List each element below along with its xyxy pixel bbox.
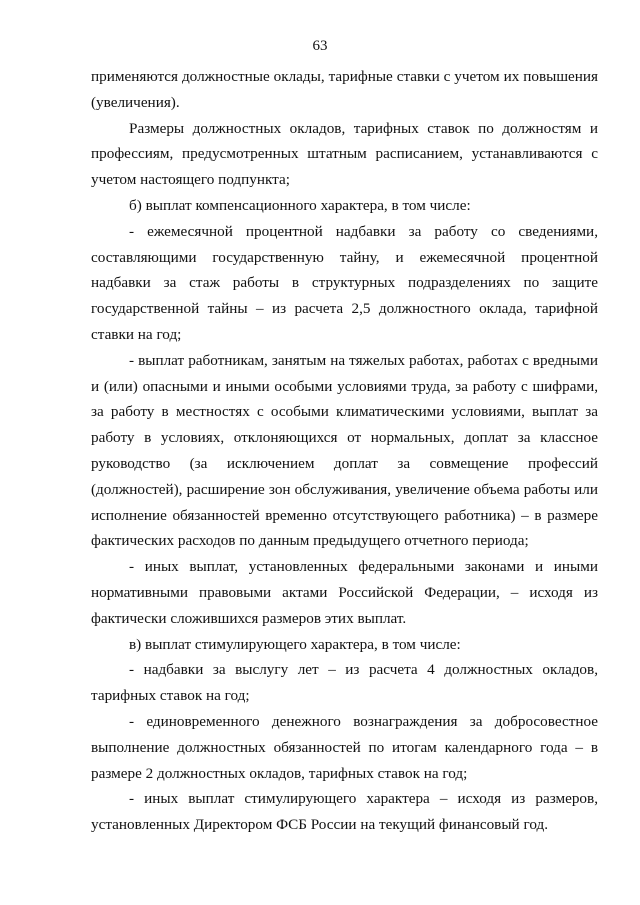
paragraph-other-federal-payments: - иных выплат, установленных федеральными законами и иными нормативными правовыми актами Российской Федерации, – исходя из фактически сложившихся размеров этих выплат. — [91, 558, 598, 627]
paragraph-compensation-heading: б) выплат компенсационного характера, в том числе: — [129, 196, 471, 214]
paragraph-incentive-heading: в) выплат стимулирующего характера, в том числе: — [129, 635, 461, 653]
paragraph-salary-sizes: Размеры должностных окладов, тарифных ставок по должностям и профессиям, предусмотренных штатным расписанием, устанавливаются с учетом настоящего подпункта; — [91, 119, 598, 189]
paragraph-state-secret-bonus: - ежемесячной процентной надбавки за работу со сведениями, составляющими государственную тайну, и ежемесячной процентной надбавки за стаж работы в структурных подразделениях по защите государственной тайны – из расчета 2,5 должностного оклада, тарифной ставки на год; — [91, 222, 598, 343]
document-body — [91, 64, 598, 838]
paragraph-other-incentive-payments: - иных выплат стимулирующего характера – исходя из размеров, установленных Директором ФСБ России на текущий финансовый год. — [91, 790, 598, 834]
paragraph-continuation: применяются должностные оклады, тарифные ставки с учетом их повышения (увеличения). — [91, 68, 598, 111]
paragraph-hard-work-payments: - выплат работникам, занятым на тяжелых работах, работах с вредными и (или) опасными и иными особыми условиями труда, за работу с шифрами, за работу в местностях с особыми климатическими условиями, выплат за работу в условиях, отклоняющихся от нормальных, доплат за классное руководство (за исключением доплат за совмещение профессий (должностей), расширение зон обслуживания, увеличение объема работы или исполнение обязанностей временно отсутствующего работника) – в размере фактических расходов по данным предыдущего отчетного периода; — [91, 351, 598, 550]
paragraph-seniority-bonus: - надбавки за выслугу лет – из расчета 4 должностных окладов, тарифных ставок на год; — [91, 661, 598, 705]
page-number: 63 — [312, 38, 328, 54]
paragraph-annual-reward: - единовременного денежного вознаграждения за добросовестное выполнение должностных обязанностей по итогам календарного года – в размере 2 должностных окладов, тарифных ставок на год; — [91, 712, 598, 782]
